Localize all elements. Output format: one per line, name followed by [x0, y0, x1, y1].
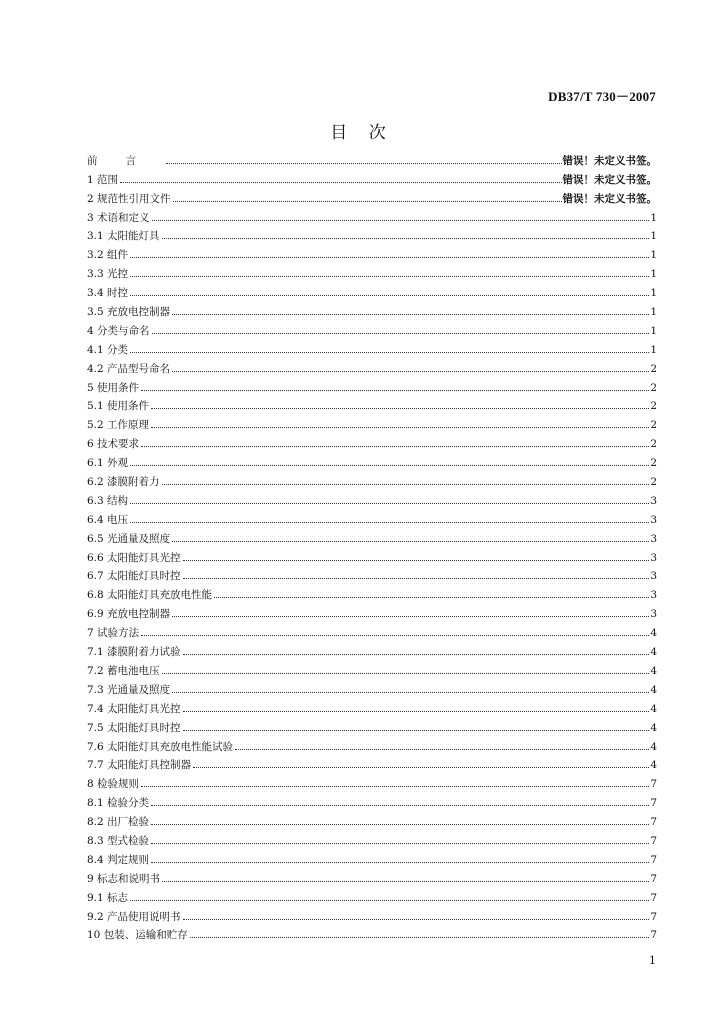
toc-leader [151, 426, 649, 428]
toc-entry[interactable] [87, 639, 657, 658]
table-of-contents [87, 148, 657, 941]
toc-leader [172, 540, 649, 542]
toc-entry[interactable] [87, 205, 657, 224]
toc-leader [183, 710, 650, 712]
toc-leader [151, 842, 649, 844]
toc-entry-label: 8.4 判定规则 [87, 853, 150, 866]
toc-leader [120, 181, 561, 183]
toc-entry-label: 7.4 太阳能灯具光控 [87, 702, 181, 715]
toc-entry[interactable] [87, 148, 657, 167]
toc-entry-label: 6.5 光通量及照度 [87, 532, 171, 545]
toc-leader [172, 370, 649, 372]
toc-entry[interactable] [87, 261, 657, 280]
toc-entry-page: 3 [650, 570, 657, 583]
toc-entry-label: 7.3 光通量及照度 [87, 683, 171, 696]
toc-leader [151, 407, 649, 409]
toc-entry-page: 3 [650, 608, 657, 621]
toc-entry-page: 3 [650, 494, 657, 507]
toc-entry-page: 3 [650, 551, 657, 564]
toc-entry-page: 2 [650, 419, 657, 432]
standard-code: DB37/T 730－2007 [548, 89, 656, 104]
toc-entry[interactable] [87, 431, 657, 450]
toc-entry[interactable] [87, 564, 657, 583]
toc-entry-page: 7 [650, 778, 657, 791]
toc-entry-page: 2 [650, 381, 657, 394]
toc-entry-page: 2 [650, 476, 657, 489]
toc-entry-label: 5 使用条件 [87, 381, 140, 394]
toc-entry-page: 4 [650, 740, 657, 753]
toc-entry[interactable] [87, 582, 657, 601]
toc-entry-label: 6.7 太阳能灯具时控 [87, 570, 181, 583]
toc-entry-page: 错误！未定义书签。 [562, 192, 657, 205]
toc-leader [172, 615, 649, 617]
toc-entry-page: 7 [650, 853, 657, 866]
toc-entry[interactable] [87, 167, 657, 186]
toc-leader [166, 162, 562, 164]
page-number: 1 [649, 954, 656, 967]
toc-entry-page: 3 [650, 513, 657, 526]
toc-leader [141, 634, 649, 636]
toc-entry-page: 3 [650, 532, 657, 545]
toc-entry[interactable] [87, 280, 657, 299]
toc-entry-label: 6.4 电压 [87, 513, 129, 526]
toc-entry-label: 7.2 蓄电池电压 [87, 664, 160, 677]
toc-entry-label: 4.1 分类 [87, 343, 129, 356]
toc-entry-label: 3.1 太阳能灯具 [87, 230, 160, 243]
toc-leader [183, 918, 650, 920]
toc-entry-label: 1 范围 [87, 173, 119, 186]
toc-entry[interactable] [87, 658, 657, 677]
toc-entry-page: 1 [650, 287, 657, 300]
toc-entry-label: 3.5 充放电控制器 [87, 306, 171, 319]
toc-entry-label: 8.2 出厂检验 [87, 816, 150, 829]
toc-leader [162, 880, 649, 882]
toc-entry-page: 1 [650, 306, 657, 319]
toc-leader [190, 936, 650, 938]
toc-entry[interactable] [87, 507, 657, 526]
toc-leader [183, 729, 650, 731]
toc-leader [172, 313, 649, 315]
toc-leader [130, 899, 649, 901]
toc-entry-label: 10 包装、运输和贮存 [87, 929, 188, 942]
toc-entry[interactable] [87, 375, 657, 394]
toc-leader [151, 823, 649, 825]
toc-leader [151, 804, 649, 806]
toc-entry-label: 9.2 产品使用说明书 [87, 910, 181, 923]
toc-entry-label: 3.2 组件 [87, 249, 129, 262]
toc-entry-label: 5.2 工作原理 [87, 419, 150, 432]
toc-entry[interactable] [87, 696, 657, 715]
toc-entry-label: 6.9 充放电控制器 [87, 608, 171, 621]
toc-entry[interactable] [87, 299, 657, 318]
toc-entry-label: 3.3 光控 [87, 268, 129, 281]
toc-entry-label: 9.1 标志 [87, 891, 129, 904]
toc-entry[interactable] [87, 224, 657, 243]
toc-entry[interactable] [87, 790, 657, 809]
toc-entry-page: 4 [650, 683, 657, 696]
toc-entry-label: 7.7 太阳能灯具控制器 [87, 759, 192, 772]
toc-leader [235, 748, 649, 750]
toc-entry-label: 6.2 漆膜附着力 [87, 476, 160, 489]
toc-entry-page: 7 [650, 816, 657, 829]
toc-leader [141, 785, 649, 787]
toc-entry[interactable] [87, 828, 657, 847]
toc-entry-page: 7 [650, 797, 657, 810]
toc-entry-page: 4 [650, 759, 657, 772]
toc-entry[interactable] [87, 753, 657, 772]
toc-entry-page: 7 [650, 872, 657, 885]
toc-entry-page: 2 [650, 362, 657, 375]
toc-entry-label: 6.1 外观 [87, 457, 129, 470]
toc-entry[interactable] [87, 904, 657, 923]
toc-entry-label: 2 规范性引用文件 [87, 192, 171, 205]
toc-entry-label: 7.1 漆膜附着力试验 [87, 646, 181, 659]
toc-entry-page: 4 [650, 627, 657, 640]
toc-entry[interactable] [87, 526, 657, 545]
toc-entry-page: 1 [650, 211, 657, 224]
toc-leader [130, 275, 649, 277]
toc-entry-page: 7 [650, 929, 657, 942]
toc-entry[interactable] [87, 809, 657, 828]
toc-leader [172, 691, 649, 693]
toc-entry-label: 6.3 结构 [87, 494, 129, 507]
toc-leader [162, 483, 650, 485]
toc-entry-page: 2 [650, 457, 657, 470]
toc-entry[interactable] [87, 394, 657, 413]
toc-entry[interactable] [87, 545, 657, 564]
toc-leader [141, 389, 649, 391]
toc-entry-page: 3 [650, 589, 657, 602]
toc-entry-page: 7 [650, 891, 657, 904]
toc-entry-page: 2 [650, 400, 657, 413]
toc-leader [193, 766, 649, 768]
toc-entry-label: 9 标志和说明书 [87, 872, 161, 885]
toc-entry[interactable] [87, 620, 657, 639]
toc-entry-label: 4.2 产品型号命名 [87, 362, 171, 375]
toc-leader [130, 294, 649, 296]
toc-entry-page: 1 [650, 268, 657, 281]
toc-entry[interactable] [87, 601, 657, 620]
toc-leader [130, 256, 649, 258]
toc-entry[interactable] [87, 488, 657, 507]
toc-leader [214, 596, 649, 598]
toc-entry[interactable] [87, 771, 657, 790]
toc-entry-page: 1 [650, 249, 657, 262]
toc-leader [173, 200, 562, 202]
toc-entry-label: 3.4 时控 [87, 287, 129, 300]
toc-leader [151, 861, 649, 863]
toc-leader [183, 653, 650, 655]
toc-entry-page: 1 [650, 343, 657, 356]
toc-entry[interactable] [87, 866, 657, 885]
toc-entry[interactable] [87, 242, 657, 261]
toc-entry-label: 6.6 太阳能灯具光控 [87, 551, 181, 564]
toc-title: 目 次 [330, 123, 394, 143]
toc-entry-label: 前言 [87, 154, 164, 167]
toc-leader [183, 559, 650, 561]
toc-entry[interactable] [87, 847, 657, 866]
toc-entry-label: 7 试验方法 [87, 627, 140, 640]
toc-entry-page: 1 [650, 324, 657, 337]
toc-leader [152, 332, 650, 334]
toc-entry[interactable] [87, 715, 657, 734]
toc-entry[interactable] [87, 412, 657, 431]
toc-leader [162, 672, 650, 674]
toc-entry-page: 7 [650, 910, 657, 923]
toc-entry-page: 2 [650, 438, 657, 451]
toc-entry[interactable] [87, 318, 657, 337]
toc-entry-page: 4 [650, 702, 657, 715]
toc-entry[interactable] [87, 450, 657, 469]
toc-leader [141, 445, 649, 447]
toc-entry[interactable] [87, 923, 657, 942]
toc-entry-label: 4 分类与命名 [87, 324, 150, 337]
toc-entry-label: 8 检验规则 [87, 778, 140, 791]
toc-entry-label: 7.6 太阳能灯具充放电性能试验 [87, 740, 234, 753]
toc-leader [130, 351, 649, 353]
toc-leader [162, 237, 650, 239]
toc-entry[interactable] [87, 677, 657, 696]
toc-entry-page: 4 [650, 664, 657, 677]
toc-entry-label: 8.3 型式检验 [87, 834, 150, 847]
toc-leader [152, 219, 650, 221]
toc-leader [183, 577, 650, 579]
toc-entry-page: 错误！未定义书签。 [562, 173, 657, 186]
toc-entry-page: 4 [650, 721, 657, 734]
toc-entry-page: 错误！未定义书签。 [562, 154, 657, 167]
toc-entry[interactable] [87, 469, 657, 488]
toc-leader [130, 502, 649, 504]
toc-entry-label: 8.1 检验分类 [87, 797, 150, 810]
toc-entry-label: 7.5 太阳能灯具时控 [87, 721, 181, 734]
toc-entry-page: 1 [650, 230, 657, 243]
toc-entry[interactable] [87, 885, 657, 904]
toc-entry-label: 5.1 使用条件 [87, 400, 150, 413]
toc-leader [130, 521, 649, 523]
toc-entry[interactable] [87, 734, 657, 753]
toc-entry[interactable] [87, 337, 657, 356]
toc-entry-label: 6.8 太阳能灯具充放电性能 [87, 589, 213, 602]
toc-entry-label: 6 技术要求 [87, 438, 140, 451]
toc-entry-page: 7 [650, 834, 657, 847]
toc-entry[interactable] [87, 356, 657, 375]
toc-leader [130, 464, 649, 466]
toc-entry[interactable] [87, 186, 657, 205]
toc-entry-page: 4 [650, 646, 657, 659]
toc-entry-label: 3 术语和定义 [87, 211, 150, 224]
